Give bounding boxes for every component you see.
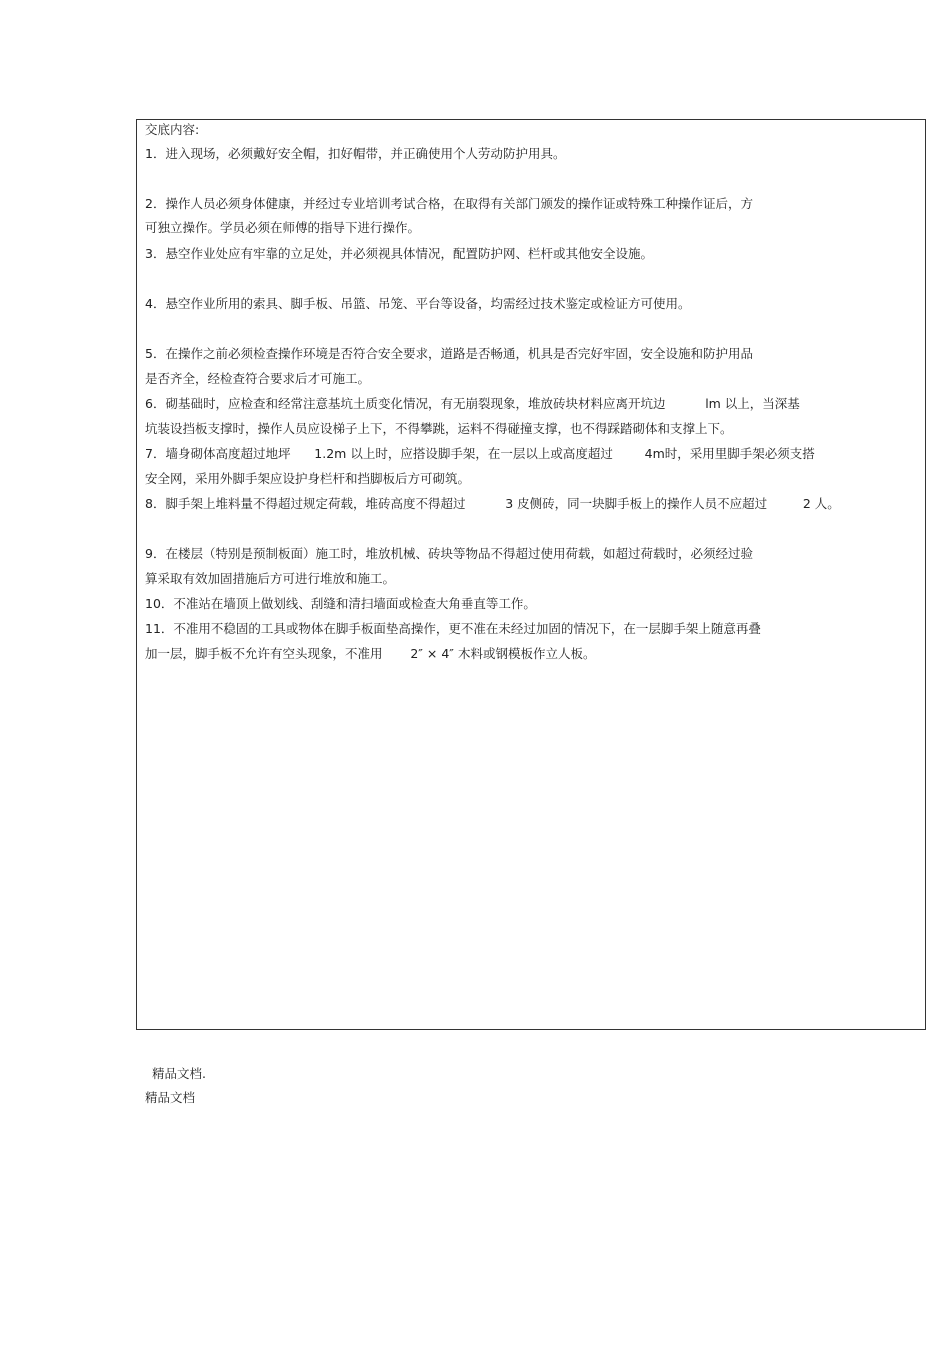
item-line: 可独立操作。学员必须在师傅的指导下进行操作。	[145, 220, 421, 235]
item-line: 是否齐全，经检查符合要求后才可施工。	[145, 371, 371, 386]
item-line: 5．在操作之前必须检查操作环境是否符合安全要求，道路是否畅通，机具是否完好牢固，安全设施和防护用品	[145, 346, 753, 361]
item-line: 10．不准站在墙顶上做划线、刮缝和清扫墙面或检查大角垂直等工作。	[145, 596, 536, 611]
item-line: 6．砌基础时，应检查和经常注意基坑土质变化情况，有无崩裂现象，堆放砖块材料应离开坑边 lm 以上，当深基	[145, 396, 800, 411]
item-line: 坑装设挡板支撑时，操作人员应设梯子上下，不得攀跳，运料不得碰撞支撑，也不得踩踏砌体和支撑上下。	[145, 421, 733, 436]
item-line: 1．进入现场，必须戴好安全帽，扣好帽带，并正确使用个人劳动防护用具。	[145, 146, 566, 161]
item-line: 7．墙身砌体高度超过地坪 1.2m 以上时，应搭设脚手架，在一层以上或高度超过 4m时，采用里脚手架必须支搭	[145, 446, 815, 461]
item-line: 8．脚手架上堆料量不得超过规定荷载，堆砖高度不得超过 3 皮侧砖，同一块脚手板上的操作人员不应超过 2 人。	[145, 496, 840, 511]
footer-watermark-1: 精品文档.	[152, 1066, 206, 1081]
item-line: 安全网，采用外脚手架应设护身栏杆和挡脚板后方可砌筑。	[145, 471, 471, 486]
item-line: 算采取有效加固措施后方可进行堆放和施工。	[145, 571, 396, 586]
item-line: 11．不准用不稳固的工具或物体在脚手板面垫高操作，更不准在未经过加固的情况下，在一层脚手架上随意再叠	[145, 621, 761, 636]
item-line: 3．悬空作业处应有牢靠的立足处，并必须视具体情况，配置防护网、栏杆或其他安全设施。	[145, 246, 653, 261]
footer-watermark-2: 精品文档	[145, 1090, 196, 1105]
item-line: 4．悬空作业所用的索具、脚手板、吊篮、吊笼、平台等设备，均需经过技术鉴定或检证方可使用。	[145, 296, 691, 311]
section-header: 交底内容:	[145, 122, 200, 137]
item-line: 加一层，脚手板不允许有空头现象，不准用 2″ × 4″ 木料或钢模板作立人板。	[145, 646, 596, 661]
item-line: 2．操作人员必须身体健康，并经过专业培训考试合格，在取得有关部门颁发的操作证或特殊工种操作证后，方	[145, 196, 753, 211]
item-line: 9．在楼层（特别是预制板面）施工时，堆放机械、砖块等物品不得超过使用荷载，如超过荷载时，必须经过验	[145, 546, 753, 561]
